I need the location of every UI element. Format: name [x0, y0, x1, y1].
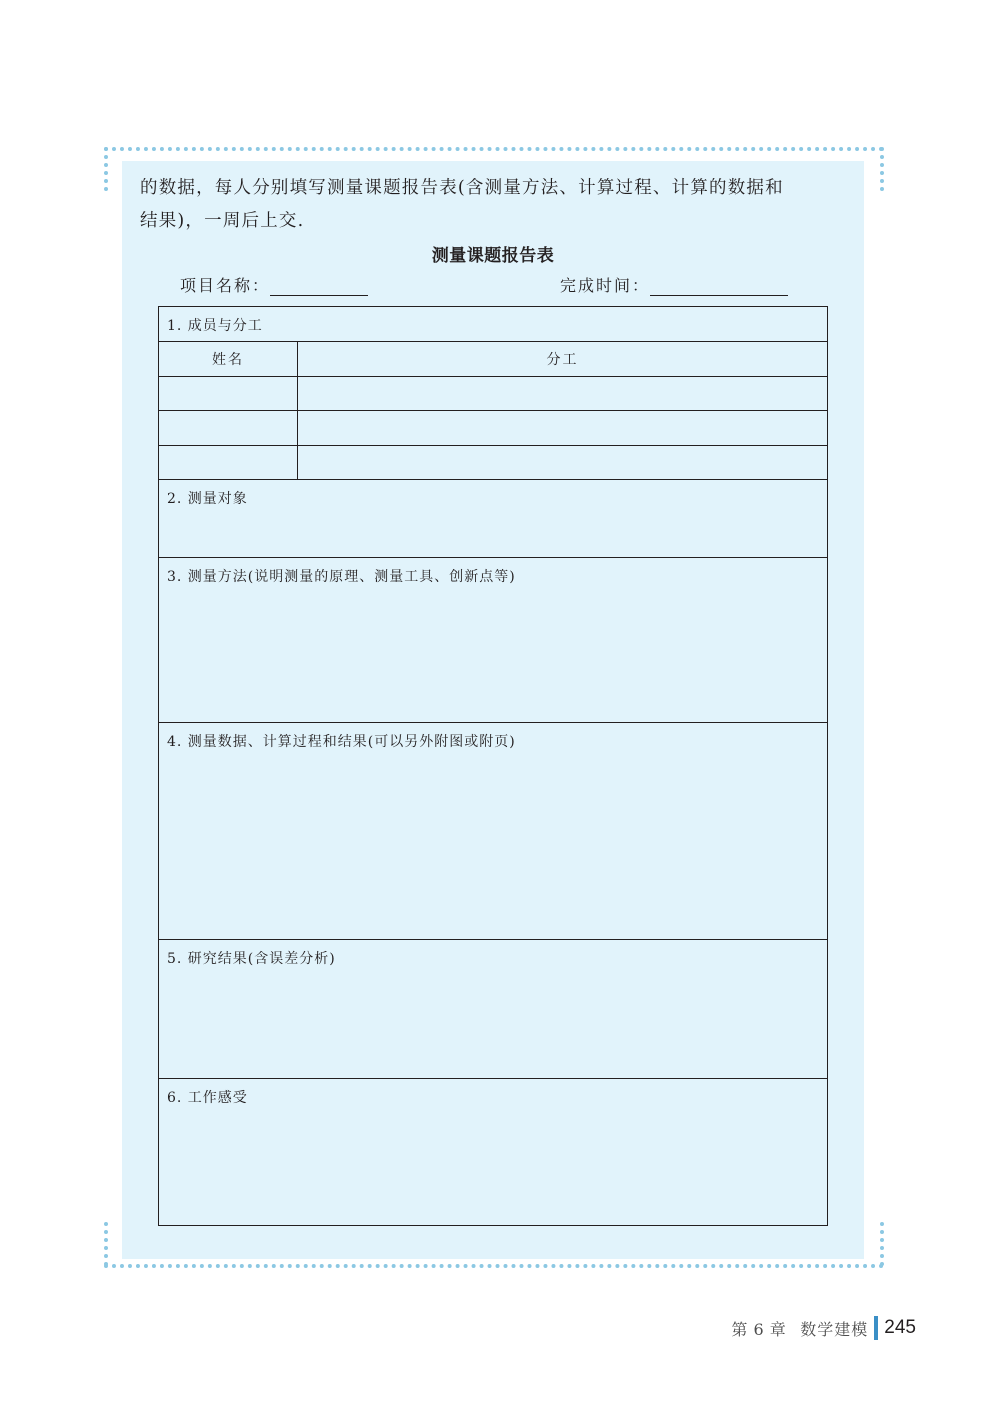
report-form-table — [158, 306, 828, 1226]
page-number: 245 — [884, 1317, 916, 1338]
section-research-results[interactable] — [159, 940, 827, 1079]
frame-bottom-right-corner — [880, 1222, 884, 1266]
completion-time-blank[interactable] — [650, 275, 788, 296]
member-name-cell[interactable] — [159, 446, 298, 480]
footer-section-title: 数学建模 — [800, 1319, 869, 1339]
intro-line-1: 的数据，每人分别填写测量课题报告表(含测量方法、计算过程、计算的数据和 — [140, 178, 784, 198]
project-name-blank[interactable] — [270, 275, 368, 296]
footer-chapter: 第 6 章 — [731, 1319, 787, 1339]
section-data-and-results-label: 4. 测量数据、计算过程和结果(可以另外附图或附页) — [167, 734, 516, 750]
section-data-and-results[interactable] — [159, 723, 827, 940]
duty-column-header: 分工 — [546, 351, 579, 368]
project-name-label: 项目名称： — [180, 276, 271, 295]
section-measurement-object[interactable] — [159, 480, 827, 558]
members-header-row — [159, 341, 827, 376]
member-duty-cell[interactable] — [298, 377, 827, 411]
project-name-field — [180, 273, 368, 296]
page-footer — [731, 1316, 916, 1340]
section-measurement-method[interactable] — [159, 558, 827, 723]
section-members-label: 1. 成员与分工 — [167, 318, 263, 334]
intro-line-2: 结果)，一周后上交. — [140, 211, 305, 231]
member-row — [159, 410, 827, 445]
member-row — [159, 445, 827, 480]
frame-top-left-corner — [104, 147, 108, 191]
frame-top-border — [104, 147, 884, 151]
report-title: 测量课题报告表 — [431, 246, 555, 266]
section-research-results-label: 5. 研究结果(含误差分析) — [167, 951, 336, 967]
section-work-reflection-label: 6. 工作感受 — [167, 1090, 248, 1106]
member-name-cell[interactable] — [159, 377, 298, 411]
member-duty-cell[interactable] — [298, 411, 827, 445]
members-table — [159, 341, 827, 479]
member-duty-cell[interactable] — [298, 446, 827, 480]
completion-time-label: 完成时间： — [560, 276, 651, 295]
frame-bottom-border — [104, 1264, 884, 1268]
section-measurement-method-label: 3. 测量方法(说明测量的原理、测量工具、创新点等) — [167, 569, 516, 585]
frame-bottom-left-corner — [104, 1222, 108, 1266]
member-name-cell[interactable] — [159, 411, 298, 445]
completion-time-field — [560, 273, 788, 296]
section-members — [159, 307, 827, 480]
frame-top-right-corner — [880, 147, 884, 191]
section-work-reflection[interactable] — [159, 1079, 827, 1224]
section-measurement-object-label: 2. 测量对象 — [167, 491, 248, 507]
member-row — [159, 376, 827, 411]
footer-accent-bar — [874, 1316, 878, 1340]
name-column-header: 姓名 — [159, 342, 298, 376]
intro-paragraph — [140, 172, 860, 238]
